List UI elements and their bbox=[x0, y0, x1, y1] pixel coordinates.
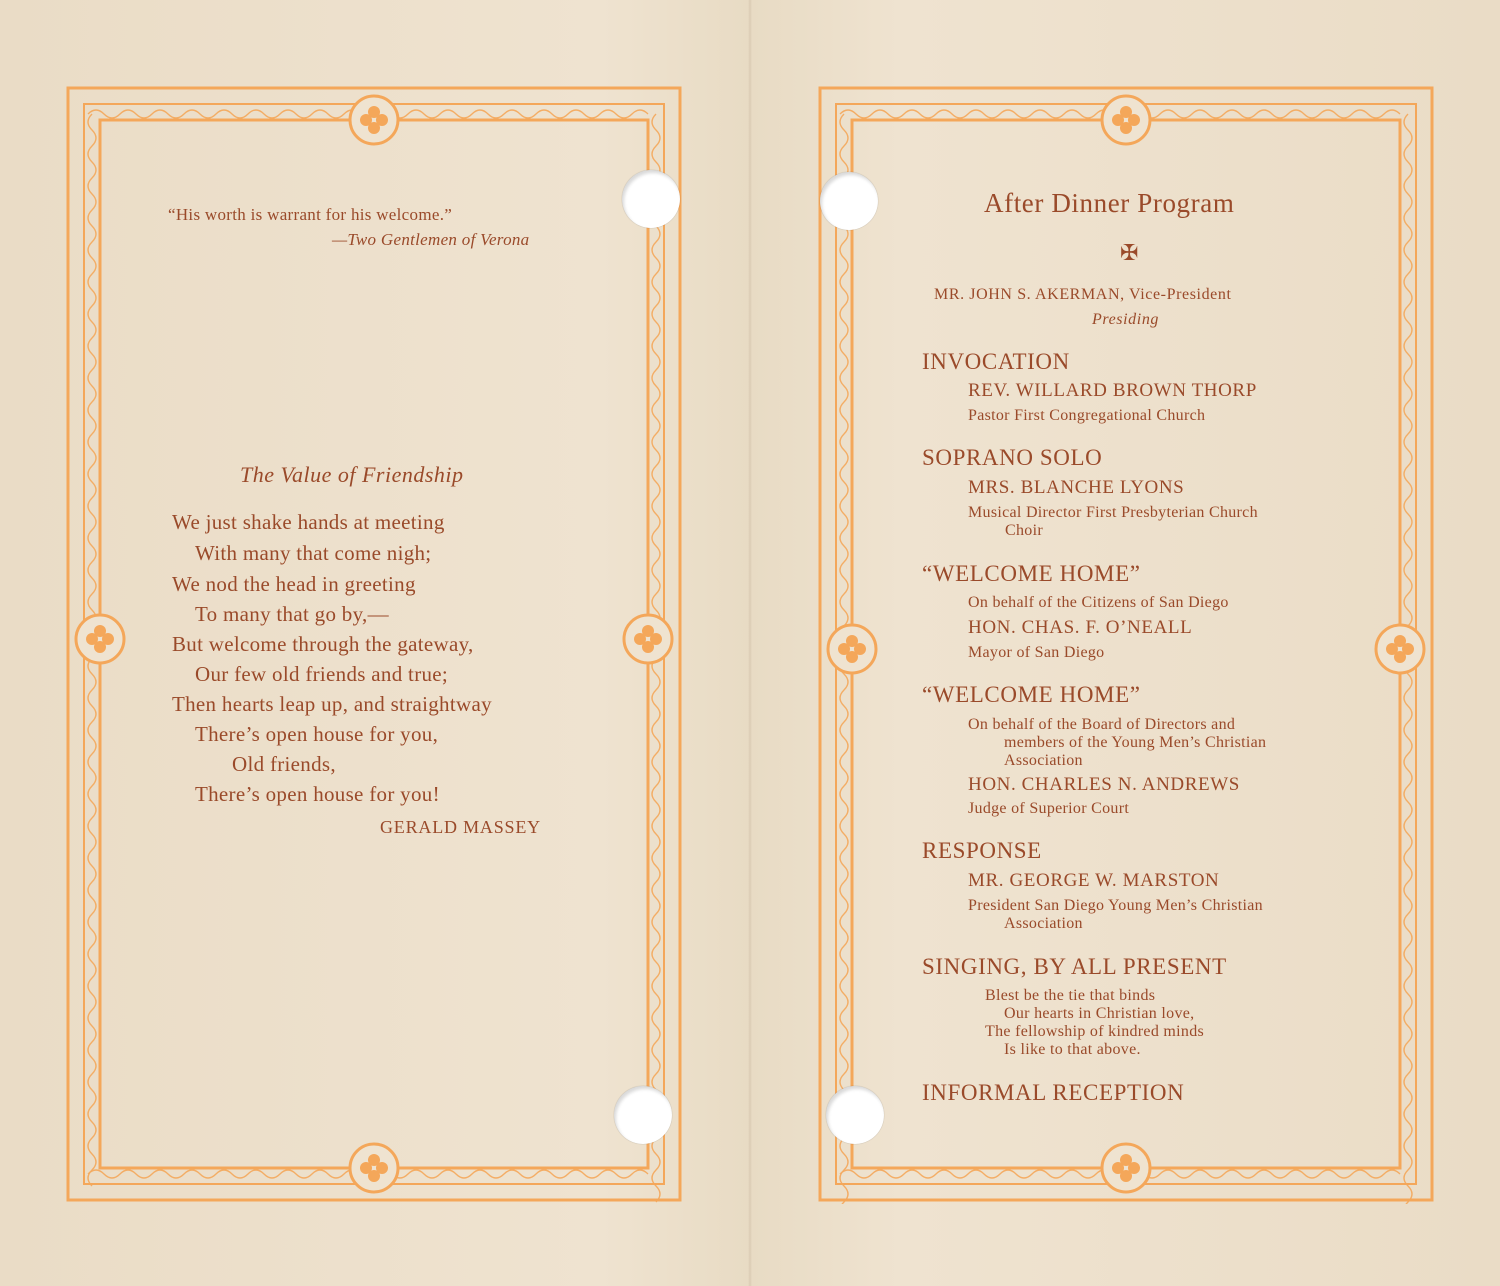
cross-ornament: ✠ bbox=[1120, 241, 1139, 266]
punch-hole-bottom-left bbox=[614, 1086, 672, 1144]
program-item-on-behalf: members of the Young Men’s Christian bbox=[1004, 734, 1267, 751]
poem-line: We just shake hands at meeting bbox=[172, 510, 445, 534]
poem-line: There’s open house for you! bbox=[195, 782, 440, 806]
punch-hole-top-right bbox=[820, 172, 878, 230]
program-item-heading: “WELCOME HOME” bbox=[922, 682, 1141, 707]
poem-line: To many that go by,— bbox=[195, 602, 389, 626]
hymn-line: Our hearts in Christian love, bbox=[1004, 1005, 1195, 1022]
presider-role: Presiding bbox=[1092, 311, 1160, 328]
program-item-detail: Choir bbox=[1005, 522, 1043, 539]
program-item-on-behalf: On behalf of the Board of Directors and bbox=[968, 716, 1236, 733]
program-item-on-behalf: On behalf of the Citizens of San Diego bbox=[968, 594, 1229, 611]
hymn-line: The fellowship of kindred minds bbox=[985, 1023, 1205, 1040]
epigraph-source: —Two Gentlemen of Verona bbox=[332, 230, 530, 249]
presider-name: MR. JOHN S. AKERMAN, Vice-President bbox=[934, 286, 1232, 303]
program-title: After Dinner Program bbox=[984, 188, 1235, 218]
program-item-heading: SOPRANO SOLO bbox=[922, 445, 1103, 470]
program-item-heading: “WELCOME HOME” bbox=[922, 561, 1141, 586]
program-item-heading: INVOCATION bbox=[922, 349, 1070, 374]
poem-line: With many that come nigh; bbox=[195, 541, 432, 565]
program-item-heading: INFORMAL RECEPTION bbox=[922, 1080, 1185, 1105]
poem-line: But welcome through the gateway, bbox=[172, 632, 474, 656]
program-item-heading: SINGING, BY ALL PRESENT bbox=[922, 954, 1227, 979]
poem-line: We nod the head in greeting bbox=[172, 572, 416, 596]
program-item-on-behalf: Association bbox=[1004, 752, 1083, 769]
poem-line: Our few old friends and true; bbox=[195, 662, 449, 686]
punch-hole-top-left bbox=[622, 170, 680, 228]
hymn-line: Is like to that above. bbox=[1004, 1041, 1141, 1058]
poem-line: Old friends, bbox=[232, 752, 336, 776]
program-item-heading: RESPONSE bbox=[922, 838, 1042, 863]
program-item-detail: Association bbox=[1004, 915, 1083, 932]
program-item-detail: Mayor of San Diego bbox=[968, 644, 1105, 661]
program-item-name: HON. CHARLES N. ANDREWS bbox=[968, 774, 1240, 795]
punch-hole-bottom-right bbox=[826, 1086, 884, 1144]
program-item-name: REV. WILLARD BROWN THORP bbox=[968, 380, 1257, 401]
poem-author: GERALD MASSEY bbox=[380, 817, 541, 837]
poem-line: There’s open house for you, bbox=[195, 722, 439, 746]
poem-title: The Value of Friendship bbox=[240, 462, 464, 487]
hymn-line: Blest be the tie that binds bbox=[985, 987, 1156, 1004]
program-item-detail: Musical Director First Presbyterian Church bbox=[968, 504, 1258, 521]
program-item-detail: Pastor First Congregational Church bbox=[968, 407, 1206, 424]
program-item-detail: President San Diego Young Men’s Christian bbox=[968, 897, 1263, 914]
epigraph-quote: “His worth is warrant for his welcome.” bbox=[168, 205, 453, 224]
program-item-name: MR. GEORGE W. MARSTON bbox=[968, 870, 1220, 891]
program-item-name: MRS. BLANCHE LYONS bbox=[968, 477, 1185, 498]
poem-line: Then hearts leap up, and straightway bbox=[172, 692, 492, 716]
center-fold bbox=[748, 0, 752, 1286]
program-item-detail: Judge of Superior Court bbox=[968, 800, 1130, 817]
program-item-name: HON. CHAS. F. O’NEALL bbox=[968, 617, 1193, 638]
